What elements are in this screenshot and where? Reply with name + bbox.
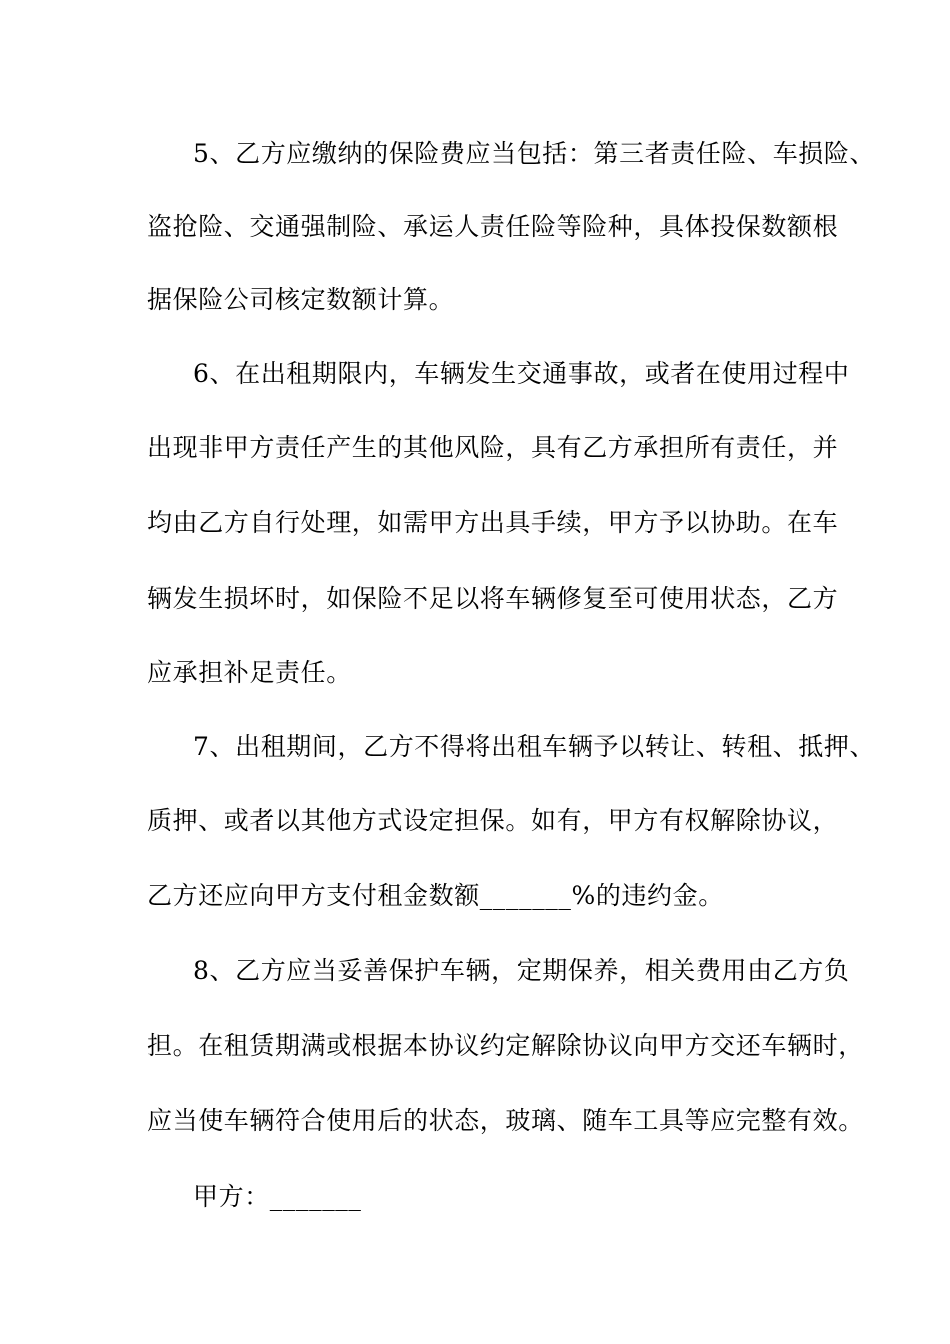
- clause-6-line-2: 出现非甲方责任产生的其他风险，具有乙方承担所有责任，并: [147, 433, 839, 462]
- clause-5-line-3: 据保险公司核定数额计算。: [147, 285, 455, 314]
- clause-7-line-1: 7、出租期间，乙方不得将出租车辆予以转让、转租、抵押、: [193, 732, 876, 761]
- clause-5-line-2: 盗抢险、交通强制险、承运人责任险等险种，具体投保数额根: [147, 212, 839, 241]
- clause-6-line-4: 辆发生损坏时，如保险不足以将车辆修复至可使用状态，乙方: [147, 584, 839, 613]
- clause-5-line-1: 5、乙方应缴纳的保险费应当包括：第三者责任险、车损险、: [193, 139, 876, 168]
- clause-7-line-3: 乙方还应向甲方支付租金数额_______%的违约金。: [147, 881, 724, 910]
- clause-6-line-5: 应承担补足责任。: [147, 658, 352, 687]
- party-a-signature: 甲方：_______: [193, 1182, 362, 1211]
- clause-8-line-1: 8、乙方应当妥善保护车辆，定期保养，相关费用由乙方负: [193, 956, 850, 985]
- clause-6-line-1: 6、在出租期限内，车辆发生交通事故，或者在使用过程中: [193, 359, 850, 388]
- clause-6-line-3: 均由乙方自行处理，如需甲方出具手续，甲方予以协助。在车: [147, 508, 839, 537]
- clause-8-line-2: 担。在租赁期满或根据本协议约定解除协议向甲方交还车辆时，: [147, 1031, 864, 1060]
- clause-8-line-3: 应当使车辆符合使用后的状态，玻璃、随车工具等应完整有效。: [147, 1106, 864, 1135]
- clause-7-line-2: 质押、或者以其他方式设定担保。如有，甲方有权解除协议，: [147, 806, 839, 835]
